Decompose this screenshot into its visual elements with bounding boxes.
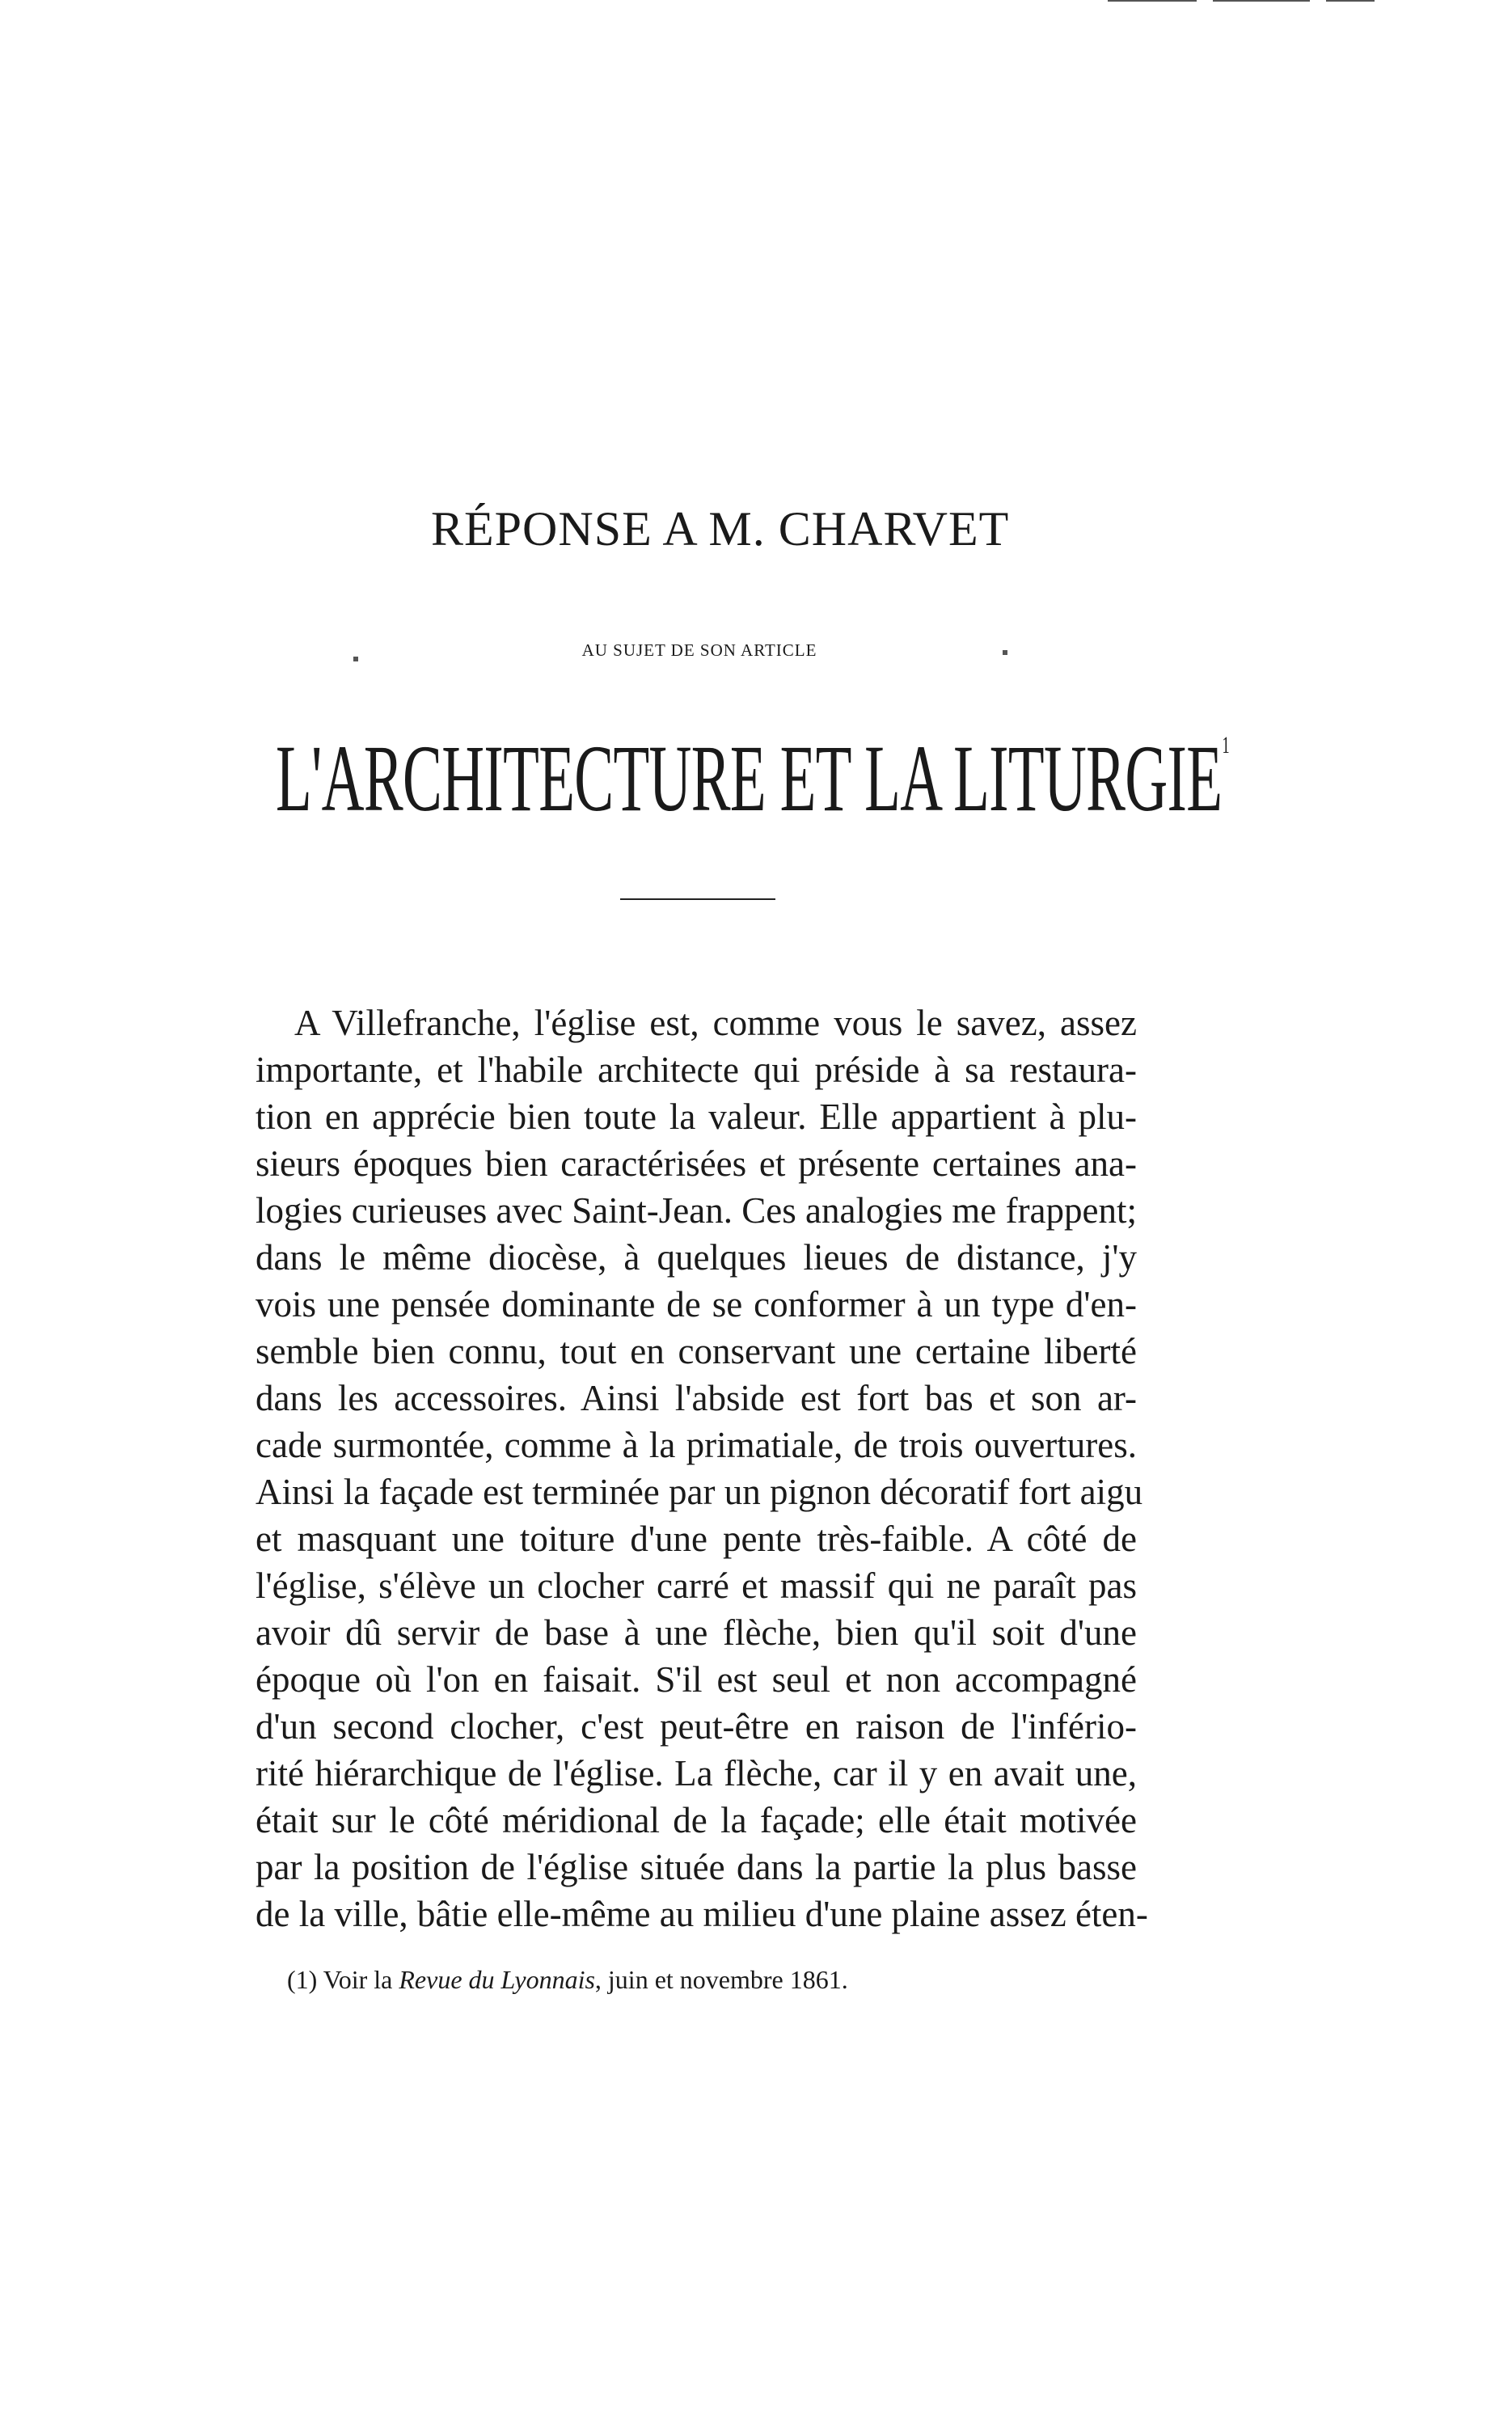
text-line: importante, et l'habile architecte qui préside à sa restaura-	[256, 1050, 1137, 1090]
footnote-journal: Revue du Lyonnais	[399, 1965, 595, 1994]
scan-mark	[1326, 0, 1375, 2]
text-line: était sur le côté méridional de la façade; elle était motivée	[256, 1800, 1137, 1840]
divider-rule	[620, 898, 775, 900]
footnote-marker: 1	[1222, 732, 1230, 758]
scan-mark	[1108, 0, 1197, 2]
text-line: logies curieuses avec Saint-Jean. Ces analogies me frappent;	[256, 1190, 1137, 1231]
text-line: par la position de l'église située dans la partie la plus basse	[256, 1847, 1137, 1887]
text-line: d'un second clocher, c'est peut-être en raison de l'infério-	[256, 1706, 1137, 1747]
text-line: sieurs époques bien caractérisées et présente certaines ana-	[256, 1143, 1137, 1184]
text-line: et masquant une toiture d'une pente très-faible. A côté de	[256, 1519, 1137, 1559]
scan-speck	[353, 657, 358, 661]
text-line: rité hiérarchique de l'église. La flèche, car il y en avait une,	[256, 1753, 1137, 1794]
footnote-prefix: (1) Voir la	[287, 1965, 399, 1994]
text-line: tion en apprécie bien toute la valeur. Elle appartient à plu-	[256, 1096, 1137, 1137]
text-line: Ainsi la façade est terminée par un pignon décoratif fort aigu	[256, 1472, 1143, 1512]
text-line: dans les accessoires. Ainsi l'abside est fort bas et son ar-	[256, 1378, 1137, 1418]
article-title-text: L'ARCHITECTURE ET LA LITURGIE	[276, 725, 1223, 831]
article-title	[276, 724, 1230, 831]
text-line: dans le même diocèse, à quelques lieues de distance, j'y	[256, 1237, 1137, 1278]
scan-mark	[1213, 0, 1310, 2]
text-line: l'église, s'élève un clocher carré et massif qui ne paraît pas	[256, 1565, 1137, 1606]
text-line: A Villefranche, l'église est, comme vous le savez, assez	[294, 1003, 1137, 1043]
footnote	[287, 1965, 848, 1995]
text-line: de la ville, bâtie elle-même au milieu d'une plaine assez éten-	[256, 1894, 1148, 1934]
page-title: RÉPONSE A M. CHARVET	[431, 502, 1010, 556]
scan-speck	[1003, 650, 1007, 655]
body-text	[256, 999, 1148, 1937]
text-line: avoir dû servir de base à une flèche, bien qu'il soit d'une	[256, 1612, 1137, 1653]
text-line: cade surmontée, comme à la primatiale, de trois ouvertures.	[256, 1425, 1137, 1465]
footnote-suffix: , juin et novembre 1861.	[594, 1965, 848, 1994]
text-line: époque où l'on en faisait. S'il est seul et non accompagné	[256, 1659, 1137, 1700]
text-line: semble bien connu, tout en conservant une certaine liberté	[256, 1331, 1137, 1371]
text-line: vois une pensée dominante de se conformer à un type d'en-	[256, 1284, 1137, 1325]
subtitle: AU SUJET DE SON ARTICLE	[581, 640, 817, 660]
